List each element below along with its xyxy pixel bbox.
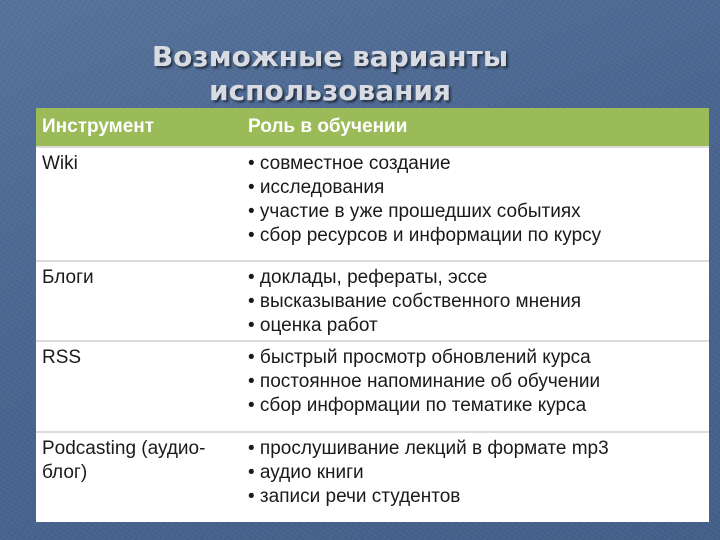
column-header-tool: Инструмент [36,108,240,147]
role-item: • оценка работ [248,315,378,336]
slide-title-line-2: использования [208,74,452,107]
tools-table [36,108,709,522]
role-item: • исследования [248,177,385,198]
role-item: • быстрый просмотр обновлений курса [248,347,591,368]
role-item: • совместное создание [248,153,451,174]
slide-title [110,40,550,108]
column-header-role: Роль в обучении [240,108,709,147]
role-item: • участие в уже прошедших событиях [248,201,581,222]
role-cell [240,341,709,432]
role-cell [240,147,709,261]
role-item: • сбор ресурсов и информации по курсу [248,225,602,246]
table-row [36,432,709,522]
table-header-row [36,108,709,147]
tool-cell: Блоги [36,261,240,341]
role-item: • сбор информации по тематике курса [248,395,587,416]
slide-title-line-1: Возможные варианты [151,40,509,73]
role-cell [240,432,709,522]
tool-cell: Podcasting (аудио-блог) [36,432,240,522]
role-item: • высказывание собственного мнения [248,291,582,312]
table-row [36,261,709,341]
role-item: • доклады, рефераты, эссе [248,267,488,288]
table-row [36,147,709,261]
tool-cell: RSS [36,341,240,432]
role-item: • постоянное напоминание об обучении [248,371,601,392]
tool-cell: Wiki [36,147,240,261]
role-item: • записи речи студентов [248,486,461,507]
role-item: • прослушивание лекций в формате mp3 [248,438,609,459]
tools-table-container [36,108,709,522]
table-row [36,341,709,432]
role-cell [240,261,709,341]
role-item: • аудио книги [248,462,364,483]
